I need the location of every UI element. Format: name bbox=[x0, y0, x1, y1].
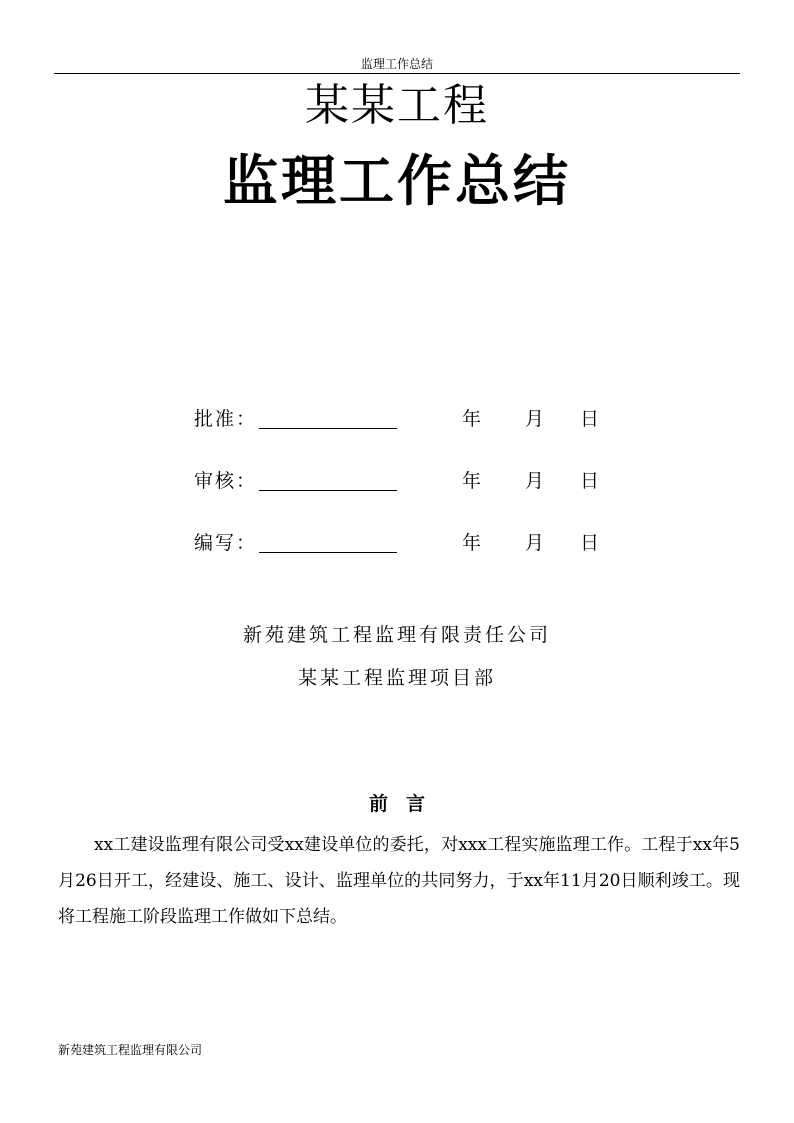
review-day-label: 日 bbox=[580, 470, 600, 492]
author-label: 编写： bbox=[194, 532, 258, 554]
company-name: 新苑建筑工程监理有限责任公司 bbox=[242, 624, 551, 646]
author-month-label: 月 bbox=[525, 532, 545, 554]
approval-label: 批准： bbox=[194, 408, 258, 430]
approval-row bbox=[0, 406, 794, 432]
approval-day-label: 日 bbox=[580, 408, 600, 430]
header-divider bbox=[54, 73, 740, 74]
project-name: 某某工程 bbox=[305, 80, 489, 131]
preface-paragraph: xx工建设监理有限公司受xx建设单位的委托，对xxx工程实施监理工作。工程于xx年5月26日开工，经建设、施工、设计、监理单位的共同努力，于xx年11月20日顺利竣工。现将工程施工阶段监理工作做如下总结。 bbox=[58, 835, 740, 927]
running-header: 监理工作总结 bbox=[360, 57, 433, 71]
project-department: 某某工程监理项目部 bbox=[297, 667, 496, 689]
review-month-label: 月 bbox=[525, 470, 545, 492]
running-footer: 新苑建筑工程监理有限公司 bbox=[58, 1043, 203, 1057]
author-year-label: 年 bbox=[462, 532, 482, 554]
review-year-label: 年 bbox=[462, 470, 482, 492]
approval-year-label: 年 bbox=[462, 408, 482, 430]
author-row bbox=[0, 530, 794, 556]
approval-month-label: 月 bbox=[525, 408, 545, 430]
author-signature-line bbox=[259, 552, 397, 553]
review-row bbox=[0, 468, 794, 494]
preface-heading: 前言 bbox=[368, 793, 443, 815]
author-day-label: 日 bbox=[580, 532, 600, 554]
approval-signature-line bbox=[259, 428, 397, 429]
review-signature-line bbox=[259, 490, 397, 491]
review-label: 审核： bbox=[194, 470, 258, 492]
document-title: 监理工作总结 bbox=[222, 148, 571, 213]
